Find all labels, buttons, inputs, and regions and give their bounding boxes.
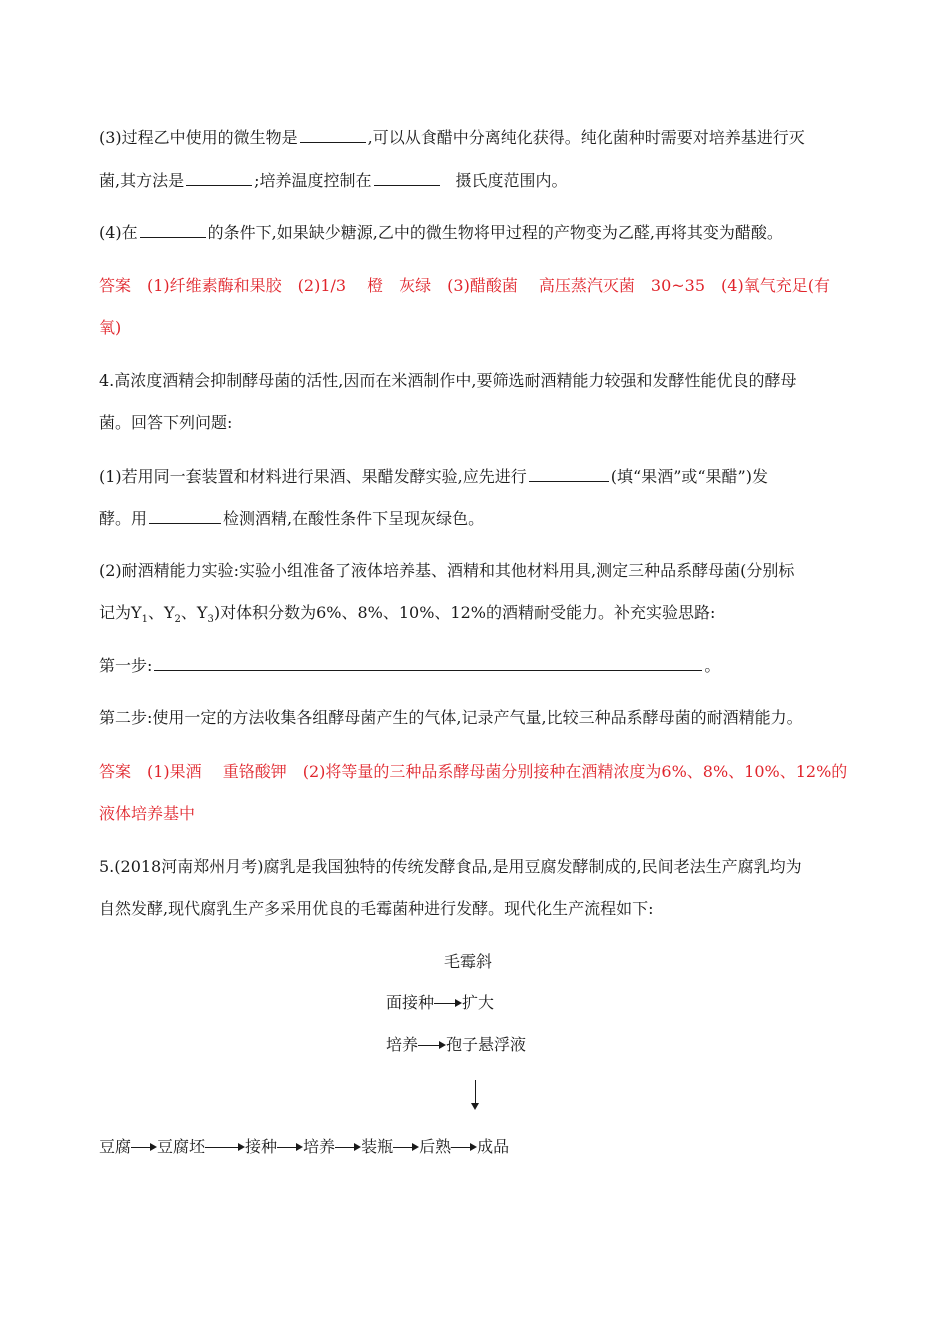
arrow-right-icon — [205, 1137, 245, 1157]
step-label: 第一步: — [99, 656, 153, 675]
flow-main — [99, 1137, 509, 1157]
q4-text: (填“果酒”或“果醋”)发 — [610, 467, 768, 486]
subscript: 3 — [207, 614, 214, 626]
q4-part1-cont — [99, 508, 484, 529]
q4-intro: 4.高浓度酒精会抑制酵母菌的活性,因而在米酒制作中,要筛选耐酒精能力较强和发酵性能优良的酵母 — [99, 371, 797, 390]
flow-node: 豆腐坯 — [157, 1137, 206, 1156]
flow-row3 — [386, 1035, 526, 1055]
q4-intro: 菌。回答下列问题: — [99, 413, 233, 432]
q3-text: (3)过程乙中使用的微生物是 — [99, 128, 298, 147]
q4-text: 、Y — [180, 603, 208, 622]
arrow-right-icon — [418, 1035, 446, 1055]
flow-node: 培养 — [303, 1137, 336, 1156]
flow-node: 扩大 — [462, 993, 495, 1012]
arrow-down-icon — [471, 1080, 480, 1110]
flow-node-top: 毛霉斜 — [444, 952, 493, 971]
arrow-right-icon — [335, 1137, 361, 1157]
q3-text: ,可以从食醋中分离纯化获得。纯化菌种时需要对培养基进行灭 — [367, 128, 805, 147]
flow-node: 后熟 — [419, 1137, 452, 1156]
answer-blank[interactable] — [300, 127, 366, 143]
q4-text: 、Y — [147, 603, 175, 622]
arrow-right-icon — [131, 1137, 157, 1157]
q3-part4 — [99, 222, 783, 243]
answer-line: 氧) — [99, 318, 122, 337]
subscript: 1 — [141, 614, 148, 626]
arrow-right-icon — [434, 993, 462, 1013]
q5-line: 5.(2018河南郑州月考)腐乳是我国独特的传统发酵食品,是用豆腐发酵制成的,民间老法生产腐乳均为 — [99, 857, 802, 876]
answer-blank[interactable] — [149, 508, 221, 524]
flow-node: 接种 — [245, 1137, 278, 1156]
q4-part2: (2)耐酒精能力实验:实验小组准备了液体培养基、酒精和其他材料用具,测定三种品系酵母菌(分别标 — [99, 561, 795, 580]
answer-line: 答案 (1)果酒 重铬酸钾 (2)将等量的三种品系酵母菌分别接种在酒精浓度为6%、8%、10%、12%的 — [99, 762, 848, 781]
answer-blank[interactable] — [529, 466, 609, 482]
q4-step2: 第二步:使用一定的方法收集各组酵母菌产生的气体,记录产气量,比较三种品系酵母菌的耐酒精能力。 — [99, 708, 803, 727]
answer-line: 答案 (1)纤维素酶和果胶 (2)1/3 橙 灰绿 (3)醋酸菌 高压蒸汽灭菌 30~35 (4)氧气充足(有 — [99, 276, 830, 295]
q3-line1 — [99, 127, 805, 148]
q4-part1 — [99, 466, 768, 487]
subscript: 2 — [174, 614, 181, 626]
flow-node: 豆腐 — [99, 1137, 132, 1156]
flow-row2 — [386, 993, 494, 1013]
q3-text: (4)在 — [99, 223, 138, 242]
q4-text: 检测酒精,在酸性条件下呈现灰绿色。 — [223, 509, 485, 528]
answer-line: 液体培养基中 — [99, 804, 196, 823]
answer-blank[interactable] — [186, 170, 252, 186]
q3-text: 摄氏度范围内。 — [455, 171, 568, 190]
q4-text: (1)若用同一套装置和材料进行果酒、果醋发酵实验,应先进行 — [99, 467, 527, 486]
q4-text: )对体积分数为6%、8%、10%、12%的酒精耐受能力。补充实验思路: — [213, 603, 716, 622]
q4-text: 记为Y — [99, 603, 142, 622]
q4-text: 酵。用 — [99, 509, 148, 528]
step-end: 。 — [704, 656, 721, 675]
arrow-right-icon — [393, 1137, 419, 1157]
answer-blank[interactable] — [140, 222, 206, 238]
answer-blank[interactable] — [154, 655, 702, 671]
flow-node: 孢子悬浮液 — [446, 1035, 527, 1054]
flow-node: 成品 — [477, 1137, 510, 1156]
q3-text: 菌,其方法是 — [99, 171, 185, 190]
q5-line: 自然发酵,现代腐乳生产多采用优良的毛霉菌种进行发酵。现代化生产流程如下: — [99, 899, 654, 918]
flow-node: 培养 — [386, 1035, 419, 1054]
q4-part2-cont — [99, 603, 715, 630]
q4-step1 — [99, 655, 720, 676]
flow-node: 面接种 — [386, 993, 435, 1012]
arrow-right-icon — [277, 1137, 303, 1157]
q3-text: 的条件下,如果缺少糖源,乙中的微生物将甲过程的产物变为乙醛,再将其变为醋酸。 — [207, 223, 783, 242]
q3-text: ;培养温度控制在 — [254, 171, 372, 190]
answer-blank[interactable] — [374, 170, 440, 186]
flow-node: 装瓶 — [361, 1137, 394, 1156]
q3-line2 — [99, 170, 568, 191]
arrow-right-icon — [451, 1137, 477, 1157]
